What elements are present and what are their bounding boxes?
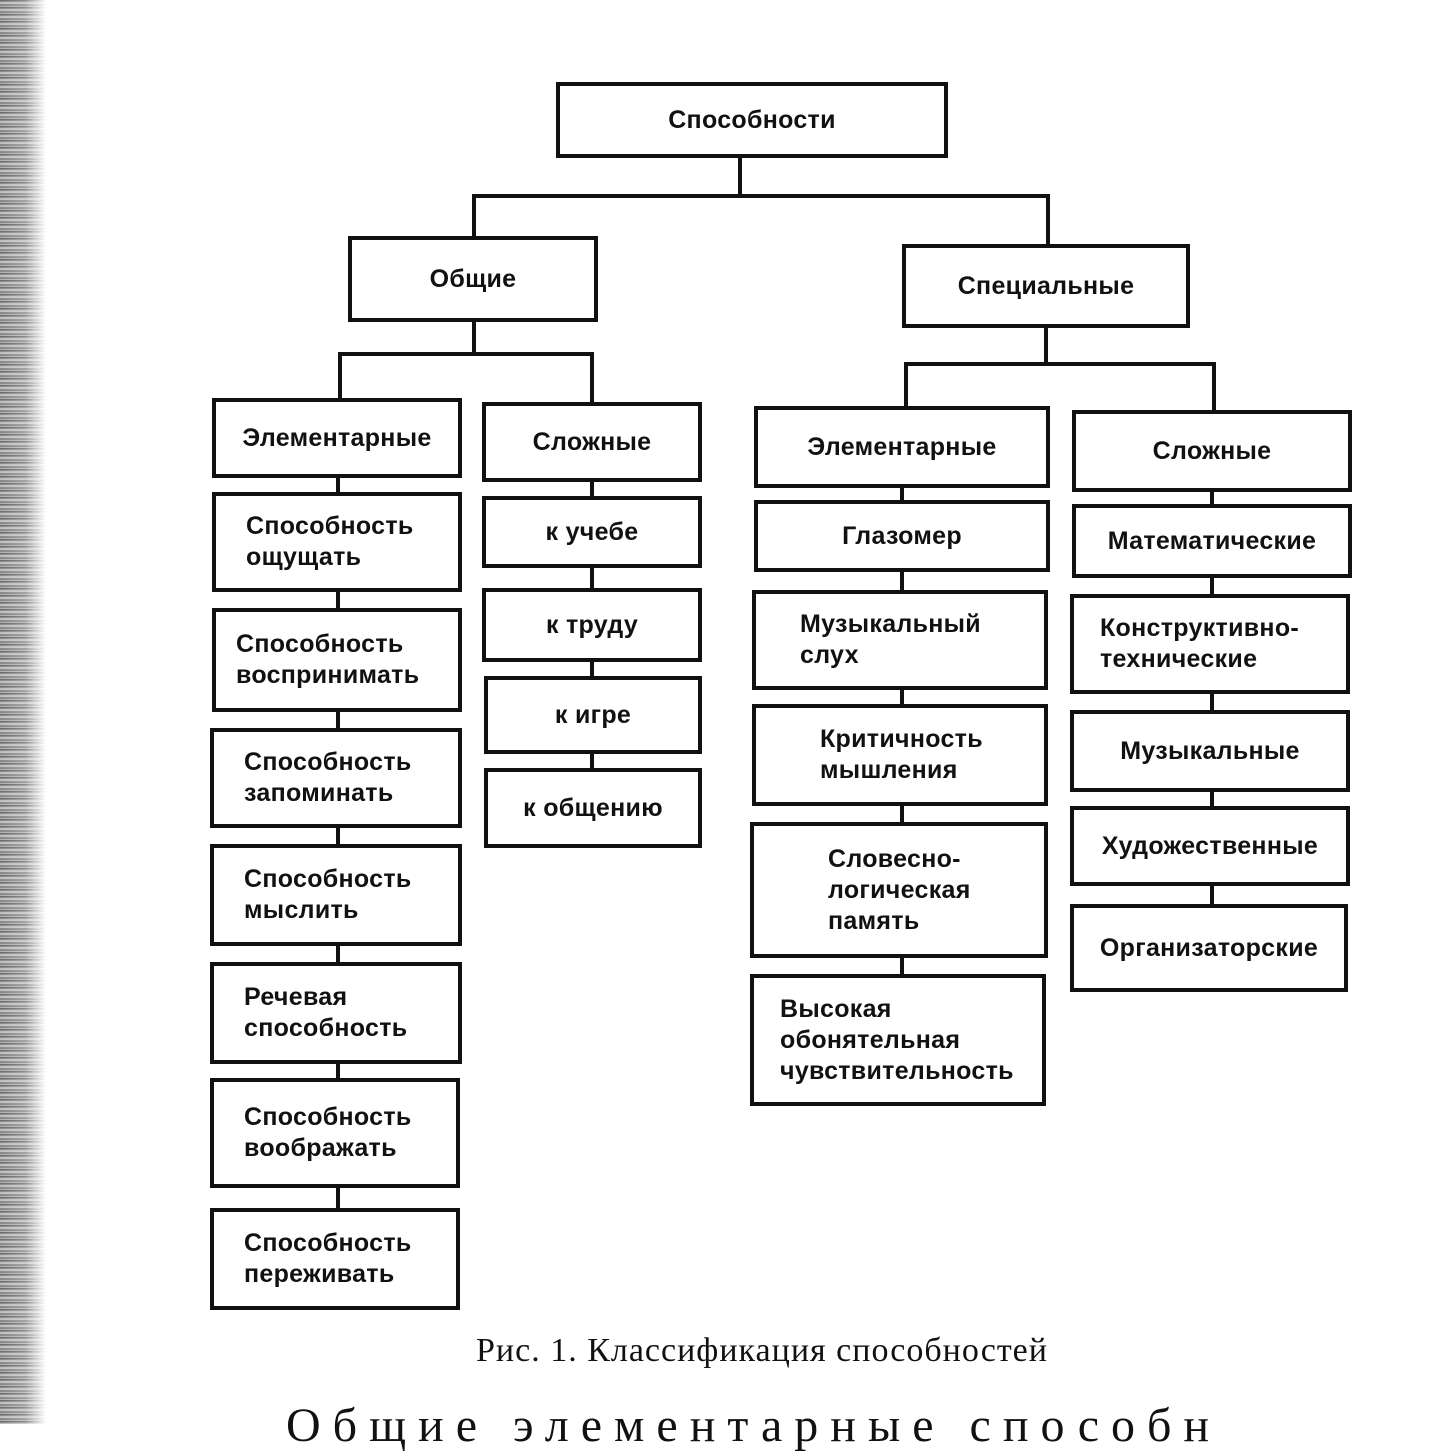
node-item-label: Художественные [1101,831,1319,860]
node-general-elementary-item [212,608,462,712]
node-special-elementary [754,406,1050,488]
node-general-elementary-item [210,1078,460,1188]
node-special-elementary-item [752,590,1048,690]
node-special-complex-label: Сложные [1152,436,1272,465]
node-special-complex-item [1072,504,1352,578]
node-general-elementary-item [212,492,462,592]
node-item-label: к учебе [545,517,639,546]
node-general-complex-label: Сложные [532,427,652,456]
node-general-elementary-label: Элементарные [242,423,432,452]
node-item-label: к общению [523,793,663,822]
cut-off-body-text-label: Общие элементарные способн [286,1399,1222,1452]
node-special-complex [1072,410,1352,492]
node-special-elementary-item [750,974,1046,1106]
node-special-label: Специальные [957,271,1135,300]
node-general-complex-item [482,496,702,568]
node-general-label: Общие [429,264,517,293]
node-root-label: Способности [668,105,836,134]
node-item-label: к труду [545,610,639,639]
node-item-label: Конструктивно- технические [1100,614,1300,673]
node-general-elementary-item [210,728,462,828]
node-general-elementary-item [210,1208,460,1310]
node-special-complex-item [1070,594,1350,694]
node-item-label: Способность воспринимать [236,630,420,689]
node-general-elementary [212,398,462,478]
node-item-label: Способность ощущать [246,512,414,571]
node-special-elementary-item [752,704,1048,806]
node-special [902,244,1190,328]
node-item-label: Способность мыслить [244,865,412,924]
node-item-label: Способность воображать [244,1103,412,1162]
node-general-elementary-item [210,962,462,1064]
node-item-label: Способность переживать [244,1229,412,1288]
node-item-label: Математические [1107,526,1317,555]
node-general [348,236,598,322]
node-special-complex-item [1070,710,1350,792]
cut-off-body-text [286,1396,1286,1452]
node-general-complex [482,402,702,482]
figure-caption: Рис. 1. Классификация способностей [476,1332,1048,1369]
node-special-elementary-label: Элементарные [807,432,997,461]
node-special-elementary-item [750,822,1048,958]
node-item-label: Способность запоминать [244,748,412,807]
node-item-label: Музыкальный слух [800,610,981,669]
node-item-label: к игре [554,700,632,729]
node-special-elementary-item [754,500,1050,572]
node-special-complex-item [1070,904,1348,992]
node-general-complex-item [484,676,702,754]
node-item-label: Речевая способность [244,983,408,1042]
node-item-label: Организаторские [1099,933,1319,962]
node-item-label: Музыкальные [1120,736,1300,765]
node-item-label: Глазомер [842,521,962,550]
node-general-elementary-item [210,844,462,946]
node-special-complex-item [1070,806,1350,886]
node-item-label: Словесно- логическая память [828,844,971,935]
node-general-complex-item [484,768,702,848]
node-item-label: Высокая обонятельная чувствительность [780,994,1014,1085]
node-item-label: Критичность мышления [820,725,983,784]
node-general-complex-item [482,588,702,662]
node-root [556,82,948,158]
